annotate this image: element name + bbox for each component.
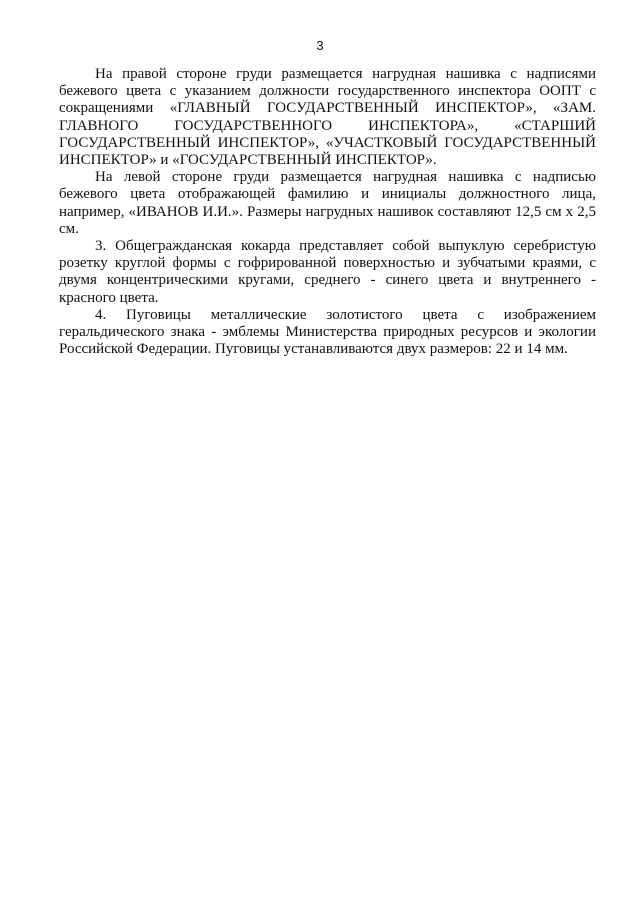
paragraph-buttons: 4. Пуговицы металлические золотистого цвета с изображением геральдического знака - эмблемы Министерства природных ресурсов и экологии Российской Федерации. Пуговицы устанавливаются двух размеров: 22 и 14 мм. xyxy=(59,306,596,358)
paragraph-left-chest-patch: На левой стороне груди размещается нагрудная нашивка с надписью бежевого цвета отображающей фамилию и инициалы должностного лица, например, «ИВАНОВ И.И.». Размеры нагрудных нашивок составляют 12,5 см х 2,5 см. xyxy=(59,169,596,237)
document-body xyxy=(59,66,596,358)
paragraph-cockade: 3. Общегражданская кокарда представляет собой выпуклую серебристую розетку круглой формы с гофрированной поверхностью и зубчатыми краями, с двумя концентрическими кругами, среднего - синего цвета и внутреннего - красного цвета. xyxy=(59,238,596,306)
page-number: 3 xyxy=(316,38,324,53)
paragraph-right-chest-patch: На правой стороне груди размещается нагрудная нашивка с надписями бежевого цвета с указанием должности государственного инспектора ООПТ с сокращениями «ГЛАВНЫЙ ГОСУДАРСТВЕННЫЙ ИНСПЕКТОР», «ЗАМ. ГЛАВНОГО ГОСУДАРСТВЕННОГО ИНСПЕКТОРА», «СТАРШИЙ ГОСУДАРСТВЕННЫЙ ИНСПЕКТОР», «УЧАСТКОВЫЙ ГОСУДАРСТВЕННЫЙ ИНСПЕКТОР» и «ГОСУДАРСТВЕННЫЙ ИНСПЕКТОР». xyxy=(59,66,596,169)
